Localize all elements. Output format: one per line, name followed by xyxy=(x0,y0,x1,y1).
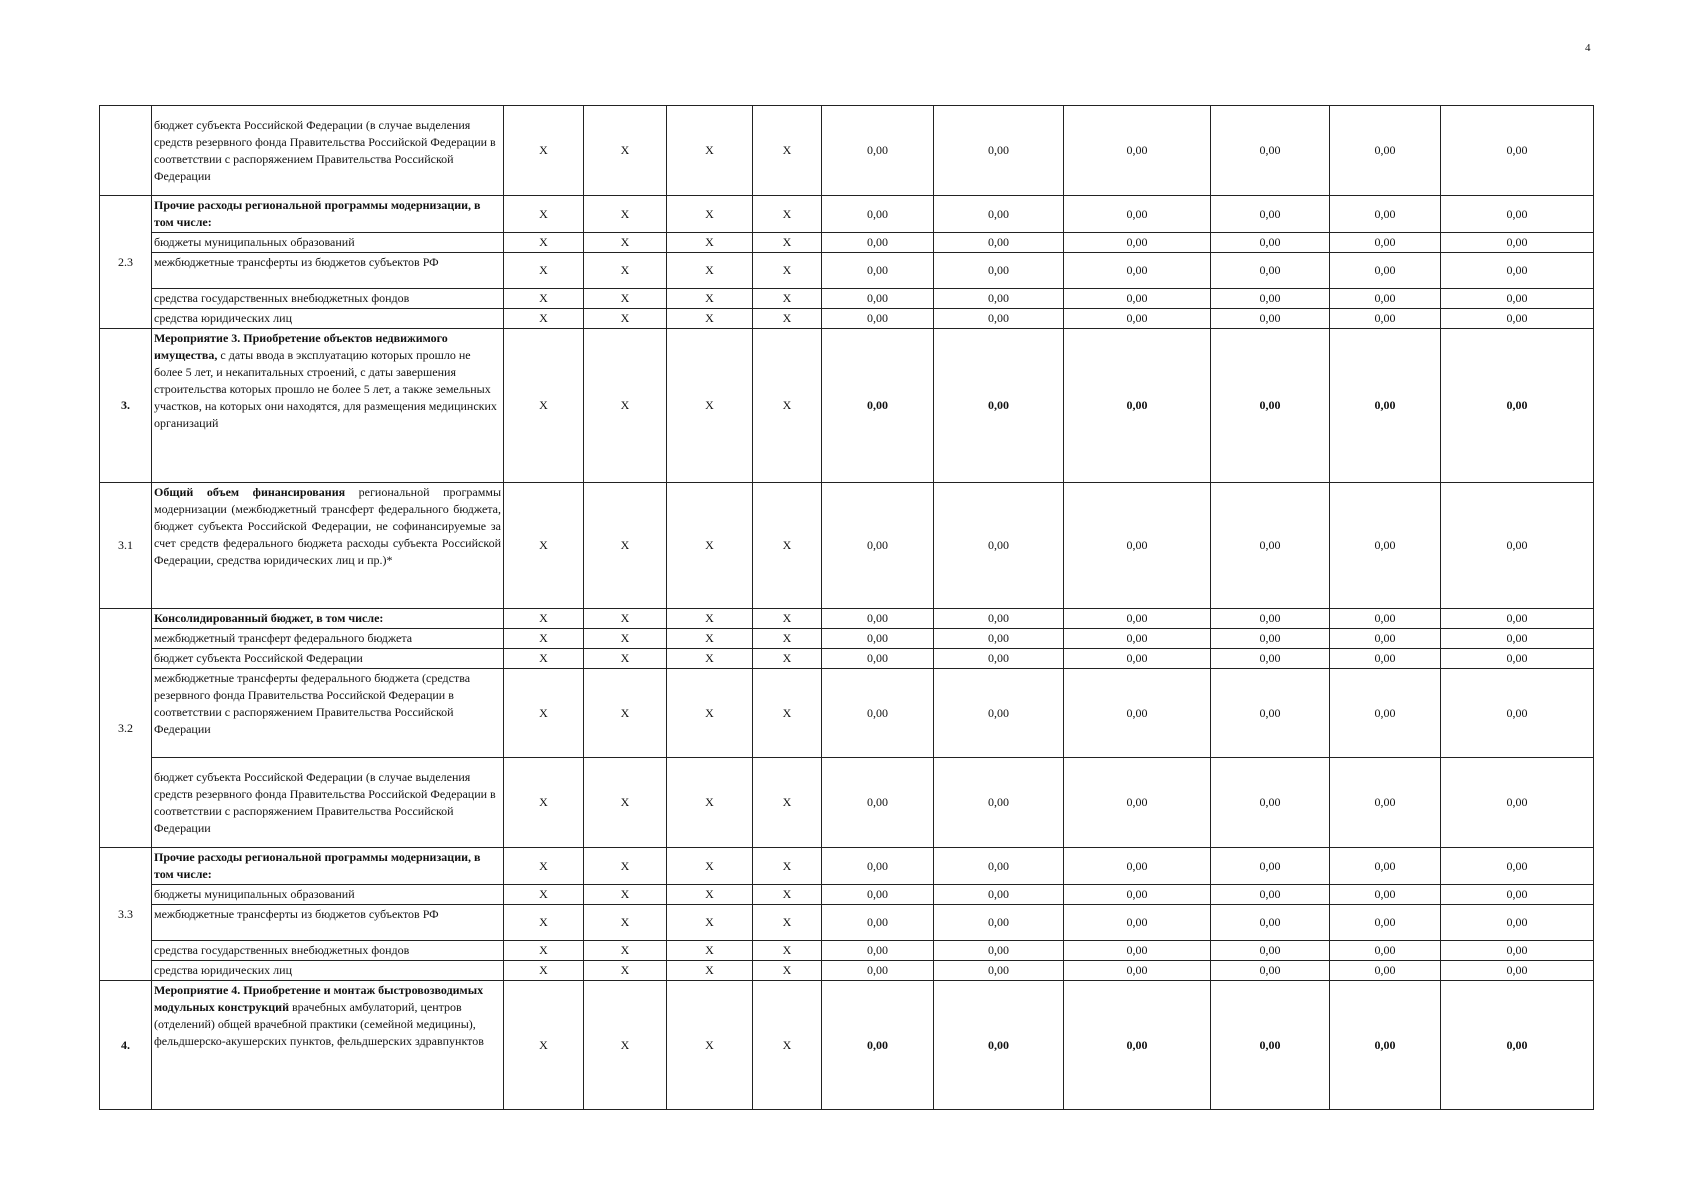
x-cell: X xyxy=(504,885,584,905)
x-cell: X xyxy=(504,961,584,981)
x-cell: X xyxy=(667,253,753,289)
value-cell: 0,00 xyxy=(822,758,934,848)
row-description: межбюджетные трансферты из бюджетов субъектов РФ xyxy=(152,905,504,941)
row-description: Прочие расходы региональной программы модернизации, в том числе: xyxy=(152,196,504,233)
row-description-bold: Общий объем финансирования xyxy=(154,485,346,499)
table-row xyxy=(100,961,1594,981)
value-cell: 0,00 xyxy=(1211,106,1330,196)
x-cell: X xyxy=(667,905,753,941)
budget-table xyxy=(99,105,1594,1110)
row-number-cell: 3.2 xyxy=(100,609,152,848)
table-row xyxy=(100,905,1594,941)
value-cell: 0,00 xyxy=(822,885,934,905)
value-cell: 0,00 xyxy=(1330,106,1441,196)
value-cell: 0,00 xyxy=(1064,941,1211,961)
x-cell: X xyxy=(667,649,753,669)
value-cell: 0,00 xyxy=(1330,309,1441,329)
x-cell: X xyxy=(667,885,753,905)
table-row xyxy=(100,483,1594,609)
x-cell: X xyxy=(753,758,822,848)
table-row xyxy=(100,941,1594,961)
table-row xyxy=(100,233,1594,253)
value-cell: 0,00 xyxy=(822,609,934,629)
value-cell: 0,00 xyxy=(1330,196,1441,233)
x-cell: X xyxy=(667,848,753,885)
x-cell: X xyxy=(753,253,822,289)
x-cell: X xyxy=(584,941,667,961)
row-description xyxy=(152,981,504,1110)
value-cell: 0,00 xyxy=(1330,941,1441,961)
value-cell: 0,00 xyxy=(1330,981,1441,1110)
value-cell: 0,00 xyxy=(1330,483,1441,609)
value-cell: 0,00 xyxy=(1211,609,1330,629)
value-cell: 0,00 xyxy=(934,253,1064,289)
value-cell: 0,00 xyxy=(934,669,1064,758)
value-cell: 0,00 xyxy=(1441,609,1594,629)
x-cell: X xyxy=(504,609,584,629)
value-cell: 0,00 xyxy=(1211,289,1330,309)
row-description: средства государственных внебюджетных фондов xyxy=(152,289,504,309)
value-cell: 0,00 xyxy=(934,233,1064,253)
value-cell: 0,00 xyxy=(1211,329,1330,483)
value-cell: 0,00 xyxy=(1211,629,1330,649)
x-cell: X xyxy=(504,941,584,961)
value-cell: 0,00 xyxy=(1330,758,1441,848)
value-cell: 0,00 xyxy=(1211,649,1330,669)
x-cell: X xyxy=(753,848,822,885)
x-cell: X xyxy=(584,483,667,609)
value-cell: 0,00 xyxy=(822,669,934,758)
value-cell: 0,00 xyxy=(1441,289,1594,309)
value-cell: 0,00 xyxy=(1211,981,1330,1110)
value-cell: 0,00 xyxy=(1064,629,1211,649)
value-cell: 0,00 xyxy=(1211,941,1330,961)
value-cell: 0,00 xyxy=(822,233,934,253)
row-description: межбюджетные трансферты федерального бюджета (средства резервного фонда Правительства Российской Федерации в соответствии с распоряжением Правительства Российской Федерации xyxy=(152,669,504,758)
table-row xyxy=(100,309,1594,329)
value-cell: 0,00 xyxy=(934,609,1064,629)
x-cell: X xyxy=(667,758,753,848)
value-cell: 0,00 xyxy=(934,885,1064,905)
table-row xyxy=(100,609,1594,629)
value-cell: 0,00 xyxy=(1064,483,1211,609)
value-cell: 0,00 xyxy=(1441,649,1594,669)
value-cell: 0,00 xyxy=(1330,669,1441,758)
x-cell: X xyxy=(753,483,822,609)
value-cell: 0,00 xyxy=(934,483,1064,609)
value-cell: 0,00 xyxy=(1064,289,1211,309)
row-description: межбюджетный трансферт федерального бюджета xyxy=(152,629,504,649)
value-cell: 0,00 xyxy=(1064,253,1211,289)
value-cell: 0,00 xyxy=(822,309,934,329)
value-cell: 0,00 xyxy=(1064,106,1211,196)
page-number: 4 xyxy=(1585,42,1591,54)
value-cell: 0,00 xyxy=(822,905,934,941)
value-cell: 0,00 xyxy=(1441,941,1594,961)
table-row xyxy=(100,329,1594,483)
value-cell: 0,00 xyxy=(1064,758,1211,848)
x-cell: X xyxy=(667,961,753,981)
row-description: средства государственных внебюджетных фондов xyxy=(152,941,504,961)
row-description-bold: Мероприятие 3. Приобретение объектов недвижимого имущества, xyxy=(154,331,448,362)
value-cell: 0,00 xyxy=(934,309,1064,329)
x-cell: X xyxy=(753,309,822,329)
value-cell: 0,00 xyxy=(1330,905,1441,941)
row-description-bold: Мероприятие 4. Приобретение и монтаж быстровозводимых модульных конструкций xyxy=(154,983,484,1014)
table-row xyxy=(100,649,1594,669)
row-description: бюджет субъекта Российской Федерации (в случае выделения средств резервного фонда Правительства Российской Федерации в соответствии с распоряжением Правительства Российской Федерации xyxy=(152,106,504,196)
value-cell: 0,00 xyxy=(1211,905,1330,941)
table-row xyxy=(100,253,1594,289)
x-cell: X xyxy=(753,196,822,233)
x-cell: X xyxy=(667,233,753,253)
x-cell: X xyxy=(584,289,667,309)
value-cell: 0,00 xyxy=(934,905,1064,941)
x-cell: X xyxy=(584,609,667,629)
row-description: Прочие расходы региональной программы модернизации, в том числе: xyxy=(152,848,504,885)
value-cell: 0,00 xyxy=(1441,629,1594,649)
value-cell: 0,00 xyxy=(822,981,934,1110)
value-cell: 0,00 xyxy=(1441,758,1594,848)
x-cell: X xyxy=(504,758,584,848)
value-cell: 0,00 xyxy=(1064,609,1211,629)
x-cell: X xyxy=(753,941,822,961)
value-cell: 0,00 xyxy=(1064,233,1211,253)
value-cell: 0,00 xyxy=(934,649,1064,669)
row-number-cell xyxy=(100,106,152,196)
x-cell: X xyxy=(584,981,667,1110)
value-cell: 0,00 xyxy=(934,196,1064,233)
value-cell: 0,00 xyxy=(1330,609,1441,629)
value-cell: 0,00 xyxy=(1211,233,1330,253)
table-row xyxy=(100,196,1594,233)
value-cell: 0,00 xyxy=(1330,329,1441,483)
x-cell: X xyxy=(504,905,584,941)
value-cell: 0,00 xyxy=(1211,253,1330,289)
x-cell: X xyxy=(504,483,584,609)
row-description: бюджет субъекта Российской Федерации (в случае выделения средств резервного фонда Правительства Российской Федерации в соответствии с распоряжением Правительства Российской Федерации xyxy=(152,758,504,848)
value-cell: 0,00 xyxy=(822,196,934,233)
value-cell: 0,00 xyxy=(822,483,934,609)
value-cell: 0,00 xyxy=(1064,885,1211,905)
value-cell: 0,00 xyxy=(1064,981,1211,1110)
table-row xyxy=(100,106,1594,196)
row-number-cell: 4. xyxy=(100,981,152,1110)
value-cell: 0,00 xyxy=(1441,106,1594,196)
x-cell: X xyxy=(667,329,753,483)
x-cell: X xyxy=(504,106,584,196)
value-cell: 0,00 xyxy=(934,289,1064,309)
value-cell: 0,00 xyxy=(934,941,1064,961)
x-cell: X xyxy=(504,289,584,309)
table-row xyxy=(100,289,1594,309)
value-cell: 0,00 xyxy=(822,106,934,196)
x-cell: X xyxy=(753,233,822,253)
table-row xyxy=(100,848,1594,885)
x-cell: X xyxy=(753,609,822,629)
x-cell: X xyxy=(753,885,822,905)
row-number-cell: 2.3 xyxy=(100,196,152,329)
value-cell: 0,00 xyxy=(1064,329,1211,483)
value-cell: 0,00 xyxy=(822,329,934,483)
value-cell: 0,00 xyxy=(1330,289,1441,309)
row-description: Консолидированный бюджет, в том числе: xyxy=(152,609,504,629)
value-cell: 0,00 xyxy=(1330,233,1441,253)
value-cell: 0,00 xyxy=(1211,483,1330,609)
x-cell: X xyxy=(504,233,584,253)
row-number-cell: 3.1 xyxy=(100,483,152,609)
value-cell: 0,00 xyxy=(822,848,934,885)
x-cell: X xyxy=(753,961,822,981)
table-row xyxy=(100,629,1594,649)
row-description: средства юридических лиц xyxy=(152,961,504,981)
x-cell: X xyxy=(504,309,584,329)
x-cell: X xyxy=(667,483,753,609)
x-cell: X xyxy=(753,669,822,758)
value-cell: 0,00 xyxy=(1441,196,1594,233)
value-cell: 0,00 xyxy=(1064,196,1211,233)
x-cell: X xyxy=(584,669,667,758)
value-cell: 0,00 xyxy=(1064,309,1211,329)
x-cell: X xyxy=(667,196,753,233)
row-description: бюджеты муниципальных образований xyxy=(152,233,504,253)
value-cell: 0,00 xyxy=(934,329,1064,483)
x-cell: X xyxy=(584,233,667,253)
x-cell: X xyxy=(504,649,584,669)
value-cell: 0,00 xyxy=(1064,649,1211,669)
x-cell: X xyxy=(753,289,822,309)
value-cell: 0,00 xyxy=(1064,905,1211,941)
value-cell: 0,00 xyxy=(1441,885,1594,905)
value-cell: 0,00 xyxy=(1064,961,1211,981)
value-cell: 0,00 xyxy=(1441,961,1594,981)
x-cell: X xyxy=(667,629,753,649)
value-cell: 0,00 xyxy=(1441,905,1594,941)
value-cell: 0,00 xyxy=(1211,848,1330,885)
row-description: средства юридических лиц xyxy=(152,309,504,329)
value-cell: 0,00 xyxy=(1211,758,1330,848)
x-cell: X xyxy=(753,905,822,941)
value-cell: 0,00 xyxy=(822,941,934,961)
x-cell: X xyxy=(667,941,753,961)
x-cell: X xyxy=(504,848,584,885)
x-cell: X xyxy=(584,758,667,848)
value-cell: 0,00 xyxy=(934,848,1064,885)
value-cell: 0,00 xyxy=(1330,649,1441,669)
x-cell: X xyxy=(667,669,753,758)
x-cell: X xyxy=(753,629,822,649)
x-cell: X xyxy=(504,669,584,758)
value-cell: 0,00 xyxy=(822,961,934,981)
value-cell: 0,00 xyxy=(822,629,934,649)
value-cell: 0,00 xyxy=(1211,961,1330,981)
value-cell: 0,00 xyxy=(1211,309,1330,329)
value-cell: 0,00 xyxy=(1330,253,1441,289)
value-cell: 0,00 xyxy=(1064,848,1211,885)
x-cell: X xyxy=(753,106,822,196)
x-cell: X xyxy=(667,106,753,196)
x-cell: X xyxy=(667,609,753,629)
value-cell: 0,00 xyxy=(1330,848,1441,885)
x-cell: X xyxy=(584,629,667,649)
table-row xyxy=(100,885,1594,905)
row-description-rest: с даты ввода в эксплуатацию которых прошло не более 5 лет, и некапитальных строений, с даты завершения строительства которых прошло не более 5 лет, а также земельных участков, на которых они находятся, для размещения медицинских организаций xyxy=(154,348,497,430)
x-cell: X xyxy=(584,848,667,885)
value-cell: 0,00 xyxy=(822,649,934,669)
row-number-cell: 3.3 xyxy=(100,848,152,981)
x-cell: X xyxy=(584,329,667,483)
row-description xyxy=(152,483,504,609)
value-cell: 0,00 xyxy=(1330,885,1441,905)
row-description-rest: врачебных амбулаторий, центров (отделений) общей врачебной практики (семейной медицины), фельдшерско-акушерских пунктов, фельдшерских здравпунктов xyxy=(154,1000,484,1048)
table-row xyxy=(100,669,1594,758)
x-cell: X xyxy=(504,329,584,483)
value-cell: 0,00 xyxy=(822,289,934,309)
x-cell: X xyxy=(667,981,753,1110)
x-cell: X xyxy=(584,309,667,329)
x-cell: X xyxy=(667,309,753,329)
value-cell: 0,00 xyxy=(822,253,934,289)
row-description: бюджеты муниципальных образований xyxy=(152,885,504,905)
x-cell: X xyxy=(504,253,584,289)
value-cell: 0,00 xyxy=(1441,669,1594,758)
x-cell: X xyxy=(584,253,667,289)
x-cell: X xyxy=(584,649,667,669)
value-cell: 0,00 xyxy=(1441,981,1594,1110)
value-cell: 0,00 xyxy=(1211,669,1330,758)
x-cell: X xyxy=(504,196,584,233)
table-row xyxy=(100,981,1594,1110)
value-cell: 0,00 xyxy=(934,629,1064,649)
x-cell: X xyxy=(584,885,667,905)
row-description: бюджет субъекта Российской Федерации xyxy=(152,649,504,669)
value-cell: 0,00 xyxy=(934,758,1064,848)
value-cell: 0,00 xyxy=(1441,233,1594,253)
value-cell: 0,00 xyxy=(934,981,1064,1110)
value-cell: 0,00 xyxy=(934,106,1064,196)
value-cell: 0,00 xyxy=(1330,961,1441,981)
x-cell: X xyxy=(584,196,667,233)
table-row xyxy=(100,758,1594,848)
row-description: межбюджетные трансферты из бюджетов субъектов РФ xyxy=(152,253,504,289)
x-cell: X xyxy=(584,905,667,941)
x-cell: X xyxy=(504,981,584,1110)
value-cell: 0,00 xyxy=(1441,309,1594,329)
x-cell: X xyxy=(584,106,667,196)
value-cell: 0,00 xyxy=(1330,629,1441,649)
value-cell: 0,00 xyxy=(934,961,1064,981)
value-cell: 0,00 xyxy=(1441,848,1594,885)
x-cell: X xyxy=(667,289,753,309)
x-cell: X xyxy=(504,629,584,649)
x-cell: X xyxy=(753,329,822,483)
x-cell: X xyxy=(753,981,822,1110)
value-cell: 0,00 xyxy=(1441,329,1594,483)
value-cell: 0,00 xyxy=(1211,885,1330,905)
value-cell: 0,00 xyxy=(1211,196,1330,233)
row-description-rest: региональной программы модернизации (межбюджетный трансферт федерального бюджета, бюджет субъекта Российской Федерации, не софинансируемые за счет средств федерального бюджета расходы субъекта Российской Федерации, средства юридических лиц и пр.)* xyxy=(154,485,502,567)
value-cell: 0,00 xyxy=(1441,483,1594,609)
row-number-cell: 3. xyxy=(100,329,152,483)
value-cell: 0,00 xyxy=(1064,669,1211,758)
x-cell: X xyxy=(584,961,667,981)
x-cell: X xyxy=(753,649,822,669)
row-description xyxy=(152,329,504,483)
value-cell: 0,00 xyxy=(1441,253,1594,289)
